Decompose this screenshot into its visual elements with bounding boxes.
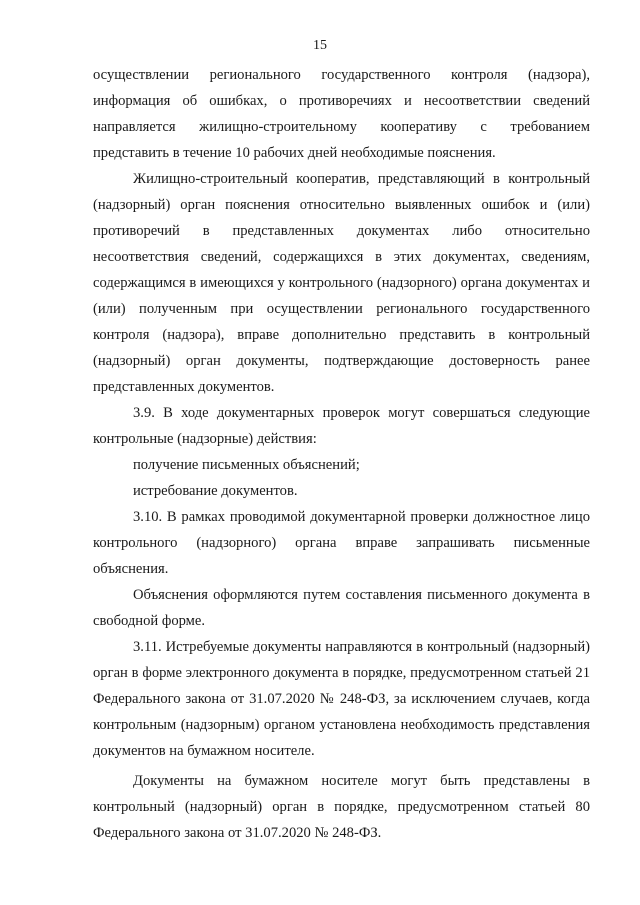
paragraph-explanations-form: Объяснения оформляются путем составления письменного документа в свободной форме. (93, 587, 590, 629)
paragraph-paper-documents: Документы на бумажном носителе могут быть представлены в контрольный (надзорный) орган в порядке, предусмотренном статьей 80 Федерального закона от 31.07.2020 № 248-ФЗ. (93, 773, 590, 841)
paragraph-3-10: 3.10. В рамках проводимой документарной проверки должностное лицо контрольного (надзорного) органа вправе запрашивать письменные объяснения. (93, 509, 590, 577)
list-item-written-explanations: получение письменных объяснений; (133, 457, 360, 473)
list-item-document-request: истребование документов. (133, 483, 298, 499)
page-number: 15 (313, 38, 327, 53)
paragraph-3-11: 3.11. Истребуемые документы направляются в контрольный (надзорный) орган в форме электронного документа в порядке, предусмотренном статьей 21 Федерального закона от 31.07.2020 № 248-ФЗ, за исключением случаев, когда контрольным (надзорным) органом установлена необходимость представления документов на бумажном носителе. (93, 639, 590, 759)
paragraph-continuation: осуществлении регионального государственного контроля (надзора), информация об ошибках, о противоречиях и несоответствии сведений направляется жилищно-строительному кооперативу с требованием представить в течение 10 рабочих дней необходимые пояснения. (93, 67, 590, 161)
paragraph-cooperative-explanations: Жилищно-строительный кооператив, представляющий в контрольный (надзорный) орган пояснения относительно выявленных ошибок и (или) противоречий в представленных документах либо относительно несоответствия сведений, содержащихся в этих документах, сведениям, содержащимся в имеющихся у контрольного (надзорного) органа документах и (или) полученным при осуществлении регионального государственного контроля (надзора), вправе дополнительно представить в контрольный (надзорный) орган документы, подтверждающие достоверность ранее представленных документов. (93, 171, 590, 395)
paragraph-3-9: 3.9. В ходе документарных проверок могут совершаться следующие контрольные (надзорные) действия: (93, 405, 590, 447)
document-body (93, 62, 590, 846)
